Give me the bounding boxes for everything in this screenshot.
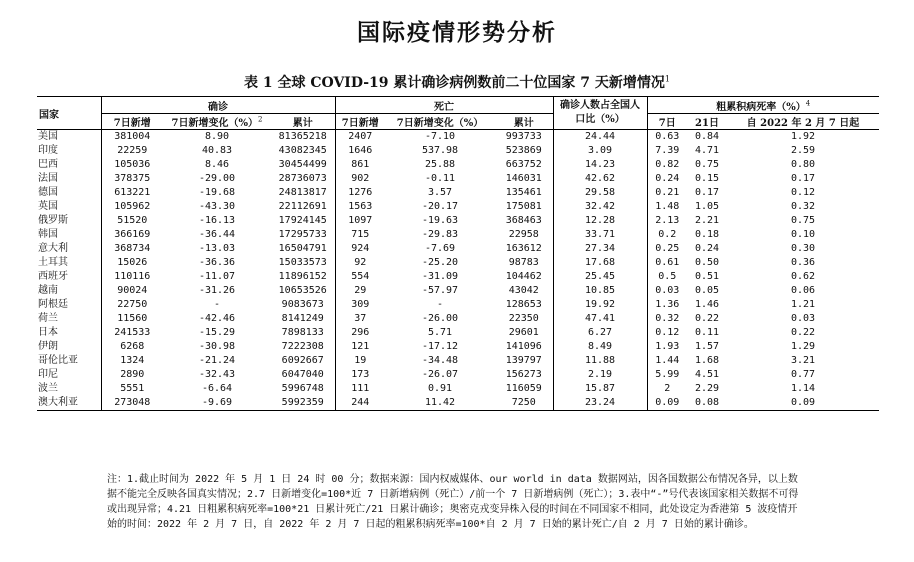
cell-deaths-new7: 1276 [335, 186, 385, 200]
cell-population-ratio: 33.71 [553, 228, 647, 242]
cell-cfr-7d: 0.09 [647, 396, 687, 411]
cell-population-ratio: 8.49 [553, 340, 647, 354]
cell-deaths-change7: -19.63 [421, 215, 459, 226]
cell-cfr-7d: 0.25 [647, 242, 687, 256]
cell-confirmed-cum: 17295733 [278, 229, 327, 240]
cell-confirmed-change7: -43.30 [198, 201, 236, 212]
cell-confirmed-cum: 5992359 [271, 396, 335, 411]
cell-deaths-cum: 98783 [508, 257, 539, 268]
table-caption-text: 表 1 全球 COVID-19 累计确诊病例数前二十位国家 7 天新增情况 [243, 75, 665, 91]
cell-confirmed-new7: 51520 [101, 214, 163, 228]
cell-country: 印尼 [38, 369, 58, 380]
cell-confirmed-new7: 105962 [101, 200, 163, 214]
cell-confirmed-new7: 22259 [101, 144, 163, 158]
cell-confirmed-change7: -42.46 [198, 313, 236, 324]
cell-deaths-new7: 111 [335, 382, 385, 396]
cell-population-ratio: 11.88 [553, 354, 647, 368]
cell-confirmed-cum: 8141249 [281, 313, 324, 324]
cell-confirmed-change7: -19.68 [198, 187, 236, 198]
cell-confirmed-new7: 15026 [101, 256, 163, 270]
cell-deaths-change7: -17.12 [421, 341, 459, 352]
cell-confirmed-cum: 7898133 [281, 327, 324, 338]
header-country: 国家 [37, 97, 101, 130]
cell-deaths-change7: -26.07 [421, 369, 459, 380]
cell-deaths-cum: 116059 [505, 383, 542, 394]
cell-cfr-since: 0.03 [790, 313, 816, 324]
cell-cfr-since: 2.59 [790, 145, 816, 156]
cell-cfr-7d: 0.21 [647, 186, 687, 200]
cell-deaths-cum: 163612 [505, 243, 542, 254]
table-row [37, 200, 879, 214]
cell-cfr-21d: 0.22 [694, 313, 720, 324]
cell-country: 德国 [38, 187, 58, 198]
cell-deaths-new7: 37 [335, 312, 385, 326]
cell-confirmed-change7: -15.29 [198, 327, 236, 338]
cell-deaths-change7: 537.98 [421, 145, 459, 156]
cell-cfr-since: 0.77 [790, 369, 816, 380]
cell-country: 法国 [38, 173, 58, 184]
cell-population-ratio: 42.62 [553, 172, 647, 186]
cell-country: 波兰 [38, 383, 58, 394]
cell-country: 伊朗 [38, 341, 58, 352]
cell-confirmed-new7: 6268 [101, 340, 163, 354]
page-title: 国际疫情形势分析 [357, 19, 557, 46]
header-confirmed-change7-label: 7日新增变化（%） [171, 118, 258, 129]
cell-deaths-change7: - [436, 299, 444, 310]
cell-confirmed-cum: 15033573 [278, 257, 327, 268]
cell-deaths-change7: -7.69 [424, 243, 456, 254]
header-change7-note: 2 [258, 115, 263, 124]
cell-cfr-since: 0.75 [790, 215, 816, 226]
cell-cfr-7d: 0.2 [647, 228, 687, 242]
header-cfr-21d: 21日 [687, 114, 727, 130]
table-row [37, 242, 879, 256]
cell-country: 美国 [38, 131, 58, 142]
cell-cfr-since: 0.17 [790, 173, 816, 184]
cell-population-ratio: 24.44 [553, 130, 647, 145]
cell-deaths-change7: 3.57 [427, 187, 453, 198]
cell-country: 日本 [38, 327, 58, 338]
cell-population-ratio: 19.92 [553, 298, 647, 312]
cell-deaths-new7: 29 [335, 284, 385, 298]
cell-deaths-change7: -34.48 [421, 355, 459, 366]
cell-cfr-since: 1.29 [790, 341, 816, 352]
cell-country: 俄罗斯 [38, 215, 68, 226]
cell-cfr-since: 0.22 [790, 327, 816, 338]
cell-deaths-new7: 173 [335, 368, 385, 382]
cell-cfr-since: 0.62 [790, 271, 816, 282]
table-row [37, 312, 879, 326]
cell-deaths-cum: 368463 [505, 215, 542, 226]
cell-cfr-since: 0.30 [790, 243, 816, 254]
cell-confirmed-change7: -36.44 [198, 229, 236, 240]
cell-deaths-cum: 43042 [508, 285, 539, 296]
cell-confirmed-change7: -29.00 [198, 173, 236, 184]
cell-deaths-cum: 523869 [505, 145, 542, 156]
cell-country: 哥伦比亚 [38, 355, 78, 366]
cell-deaths-change7: -25.20 [421, 257, 459, 268]
cell-deaths-cum: 175081 [505, 201, 542, 212]
cell-population-ratio: 15.87 [553, 382, 647, 396]
cell-population-ratio: 25.45 [553, 270, 647, 284]
cell-deaths-cum: 156273 [505, 369, 542, 380]
cell-cfr-since: 0.36 [790, 257, 816, 268]
covid-table [37, 96, 879, 411]
cell-cfr-21d: 0.05 [694, 285, 720, 296]
cell-cfr-7d: 0.5 [647, 270, 687, 284]
cell-cfr-21d: 0.50 [694, 257, 720, 268]
cell-confirmed-change7: - [213, 299, 221, 310]
cell-confirmed-new7: 1324 [101, 354, 163, 368]
table-row [37, 298, 879, 312]
cell-deaths-change7: 0.91 [427, 383, 453, 394]
cell-confirmed-new7: 11560 [101, 312, 163, 326]
cell-confirmed-cum: 10653526 [278, 285, 327, 296]
cell-cfr-since: 0.32 [790, 201, 816, 212]
cell-deaths-new7: 244 [335, 396, 385, 411]
cell-deaths-cum: 993733 [505, 131, 542, 142]
cell-population-ratio: 32.42 [553, 200, 647, 214]
cell-deaths-change7: -57.97 [421, 285, 459, 296]
cell-population-ratio: 6.27 [553, 326, 647, 340]
cell-cfr-21d: 0.75 [694, 159, 720, 170]
cell-population-ratio: 2.19 [553, 368, 647, 382]
cell-deaths-cum: 7250 [495, 396, 553, 411]
cell-confirmed-new7: 90024 [101, 284, 163, 298]
cell-cfr-since: 1.14 [790, 383, 816, 394]
cell-deaths-change7: 25.88 [424, 159, 456, 170]
cell-country: 越南 [38, 285, 58, 296]
cell-confirmed-change7: -6.64 [201, 383, 233, 394]
cell-cfr-21d: 1.46 [694, 299, 720, 310]
header-row-group [37, 97, 879, 114]
cell-deaths-new7: 1097 [335, 214, 385, 228]
cell-cfr-7d: 1.36 [647, 298, 687, 312]
cell-deaths-change7: -29.83 [421, 229, 459, 240]
cell-confirmed-cum: 7222308 [281, 341, 324, 352]
cell-deaths-new7: 1563 [335, 200, 385, 214]
cell-deaths-cum: 139797 [505, 355, 542, 366]
cell-confirmed-new7: 366169 [101, 228, 163, 242]
table-row [37, 214, 879, 228]
cell-cfr-21d: 0.51 [694, 271, 720, 282]
cell-cfr-since: 0.80 [790, 159, 816, 170]
cell-cfr-since: 1.21 [790, 299, 816, 310]
cell-deaths-new7: 309 [335, 298, 385, 312]
cell-deaths-change7: -31.09 [421, 271, 459, 282]
table-row [37, 382, 879, 396]
table-row [37, 158, 879, 172]
table-row [37, 284, 879, 298]
header-deaths-change7: 7日新增变化（%） [385, 114, 495, 130]
cell-confirmed-change7: -13.03 [198, 243, 236, 254]
cell-deaths-new7: 2407 [335, 130, 385, 145]
header-cfr-since: 自 2022 年 2 月 7 日起 [727, 114, 879, 130]
cell-confirmed-change7: -30.98 [198, 341, 236, 352]
header-deaths-new7: 7日新增 [335, 114, 385, 130]
cell-deaths-new7: 902 [335, 172, 385, 186]
cell-cfr-7d: 0.82 [647, 158, 687, 172]
cell-country: 英国 [38, 201, 58, 212]
cell-deaths-new7: 554 [335, 270, 385, 284]
cell-cfr-21d: 0.15 [694, 173, 720, 184]
table-caption [0, 72, 914, 92]
header-cfr-note: 4 [805, 99, 811, 108]
cell-deaths-cum: 22958 [508, 229, 539, 240]
cell-population-ratio: 29.58 [553, 186, 647, 200]
cell-deaths-cum: 104462 [505, 271, 542, 282]
header-population-ratio: 确诊人数占全国人口比（%） [553, 97, 647, 130]
cell-cfr-7d: 1.93 [647, 340, 687, 354]
header-confirmed-group: 确诊 [101, 97, 335, 114]
cell-cfr-7d: 5.99 [647, 368, 687, 382]
cell-confirmed-cum: 30454499 [278, 159, 327, 170]
cell-country: 土耳其 [38, 257, 68, 268]
cell-cfr-since: 3.21 [790, 355, 816, 366]
cell-cfr-7d: 2 [647, 382, 687, 396]
cell-cfr-since: 0.10 [790, 229, 816, 240]
cell-cfr-7d: 0.24 [647, 172, 687, 186]
cell-cfr-21d: 1.05 [694, 201, 720, 212]
table-row [37, 270, 879, 284]
cell-cfr-7d: 1.48 [647, 200, 687, 214]
cell-deaths-cum: 146031 [505, 173, 542, 184]
cell-cfr-21d: 0.84 [694, 131, 720, 142]
header-confirmed-change7 [163, 114, 271, 130]
header-confirmed-cum: 累计 [271, 114, 335, 130]
cell-deaths-new7: 715 [335, 228, 385, 242]
table-row [37, 144, 879, 158]
cell-cfr-21d: 4.71 [694, 145, 720, 156]
cell-cfr-21d: 0.08 [687, 396, 727, 411]
table-row [37, 130, 879, 145]
cell-cfr-since: 0.06 [790, 285, 816, 296]
cell-confirmed-cum: 5996748 [281, 383, 324, 394]
cell-cfr-21d: 1.68 [694, 355, 720, 366]
cell-cfr-since: 1.92 [790, 131, 816, 142]
cell-cfr-7d: 0.32 [647, 312, 687, 326]
table-row [37, 368, 879, 382]
cell-cfr-21d: 0.17 [694, 187, 720, 198]
cell-confirmed-cum: 9083673 [281, 299, 324, 310]
cell-cfr-7d: 0.63 [647, 130, 687, 145]
cell-deaths-cum: 128653 [505, 299, 542, 310]
table-row [37, 186, 879, 200]
cell-population-ratio: 10.85 [553, 284, 647, 298]
cell-confirmed-cum: 6047040 [281, 369, 324, 380]
cell-confirmed-new7: 105036 [101, 158, 163, 172]
footnote: 注：1.截止时间为 2022 年 5 月 1 日 24 时 00 分；数据来源：国内权威媒体、our world in data 数据网站，因各国数据公布情况各异，以上数据不能完全反映各国真实情况；2.7 日新增变化=100*近 7 日新增病例（死亡）/前一个 7 日新增病例（死亡）；3.表中“-”号代表该国家相关数据不可得或出现异常；4.21 日粗累积病死率=100*21 日累计死亡/21 日累计确诊；奥密克戎变异株入侵的时间在不同国家不相同，此处设定为香港第 5 波疫情开始的时间：2022 年 2 月 7 日，自 2022 年 2 月 7 日起的粗累积病死率=100*自 2 月 7 日始的累计死亡/自 2 月 7 日始的累计确诊。 [107, 474, 799, 530]
cell-confirmed-change7: -9.69 [163, 396, 271, 411]
cell-deaths-change7: -26.00 [421, 313, 459, 324]
table-row [37, 326, 879, 340]
cell-deaths-change7: -7.10 [424, 131, 456, 142]
cell-deaths-change7: -20.17 [421, 201, 459, 212]
cell-deaths-cum: 22350 [508, 313, 539, 324]
cell-confirmed-change7: -32.43 [198, 369, 236, 380]
cell-country: 巴西 [38, 159, 58, 170]
cell-confirmed-change7: -11.07 [198, 271, 236, 282]
cell-confirmed-new7: 241533 [101, 326, 163, 340]
cell-confirmed-change7: -16.13 [198, 215, 236, 226]
table-body [37, 130, 879, 411]
cell-cfr-7d: 0.03 [647, 284, 687, 298]
cell-cfr-21d: 1.57 [694, 341, 720, 352]
header-deaths-group: 死亡 [335, 97, 553, 114]
cell-deaths-change7: 5.71 [427, 327, 453, 338]
cell-cfr-7d: 2.13 [647, 214, 687, 228]
cell-cfr-21d: 0.18 [694, 229, 720, 240]
caption-footnote-marker: 1 [664, 74, 670, 84]
table-row [37, 172, 879, 186]
header-cfr-label: 粗累积病死率（%） [716, 101, 806, 113]
cell-deaths-new7: 19 [335, 354, 385, 368]
cell-country: 韩国 [38, 229, 58, 240]
cell-deaths-cum: 135461 [505, 187, 542, 198]
cell-deaths-new7: 92 [335, 256, 385, 270]
cell-deaths-new7: 924 [335, 242, 385, 256]
cell-confirmed-cum: 16504791 [278, 243, 327, 254]
cell-confirmed-new7: 273048 [101, 396, 163, 411]
cell-deaths-new7: 296 [335, 326, 385, 340]
cell-cfr-7d: 7.39 [647, 144, 687, 158]
cell-deaths-new7: 1646 [335, 144, 385, 158]
table-row [37, 228, 879, 242]
cell-confirmed-cum: 22112691 [278, 201, 327, 212]
cell-cfr-7d: 0.12 [647, 326, 687, 340]
cell-deaths-cum: 663752 [505, 159, 542, 170]
cell-confirmed-new7: 22750 [101, 298, 163, 312]
cell-confirmed-cum: 11896152 [278, 271, 327, 282]
cell-confirmed-cum: 24813817 [278, 187, 327, 198]
cell-deaths-new7: 861 [335, 158, 385, 172]
cell-population-ratio: 12.28 [553, 214, 647, 228]
cell-country: 意大利 [38, 243, 68, 254]
cell-country: 阿根廷 [38, 299, 68, 310]
header-cfr-group [647, 97, 879, 114]
cell-population-ratio: 17.68 [553, 256, 647, 270]
cell-confirmed-change7: 40.83 [201, 145, 233, 156]
cell-population-ratio: 23.24 [553, 396, 647, 411]
cell-country: 澳大利亚 [37, 396, 101, 411]
cell-confirmed-change7: 8.46 [204, 159, 230, 170]
cell-cfr-7d: 1.44 [647, 354, 687, 368]
cell-confirmed-change7: 8.90 [204, 131, 230, 142]
cell-cfr-21d: 0.11 [694, 327, 720, 338]
cell-confirmed-new7: 613221 [101, 186, 163, 200]
cell-country: 荷兰 [38, 313, 58, 324]
cell-confirmed-change7: -31.26 [198, 285, 236, 296]
cell-confirmed-new7: 5551 [101, 382, 163, 396]
header-cfr-7d: 7日 [647, 114, 687, 130]
cell-cfr-since: 0.12 [790, 187, 816, 198]
header-deaths-cum: 累计 [495, 114, 553, 130]
cell-cfr-7d: 0.61 [647, 256, 687, 270]
cell-deaths-cum: 29601 [508, 327, 539, 338]
cell-country: 西班牙 [38, 271, 68, 282]
cell-cfr-21d: 0.24 [694, 243, 720, 254]
cell-confirmed-cum: 81365218 [278, 131, 327, 142]
table-row [37, 396, 879, 411]
cell-confirmed-change7: -21.24 [198, 355, 236, 366]
cell-confirmed-new7: 2890 [101, 368, 163, 382]
cell-confirmed-new7: 110116 [101, 270, 163, 284]
cell-confirmed-new7: 381004 [101, 130, 163, 145]
cell-cfr-21d: 2.29 [694, 383, 720, 394]
cell-deaths-cum: 141096 [505, 341, 542, 352]
cell-deaths-change7: -0.11 [424, 173, 456, 184]
cell-population-ratio: 27.34 [553, 242, 647, 256]
cell-confirmed-new7: 368734 [101, 242, 163, 256]
cell-confirmed-new7: 378375 [101, 172, 163, 186]
cell-confirmed-cum: 43082345 [278, 145, 327, 156]
cell-cfr-21d: 4.51 [694, 369, 720, 380]
header-confirmed-new7: 7日新增 [101, 114, 163, 130]
cell-confirmed-cum: 6092667 [281, 355, 324, 366]
cell-country: 印度 [38, 145, 58, 156]
table-row [37, 340, 879, 354]
table-row [37, 256, 879, 270]
cell-confirmed-change7: -36.36 [198, 257, 236, 268]
cell-population-ratio: 3.09 [553, 144, 647, 158]
cell-cfr-since: 0.09 [727, 396, 879, 411]
cell-population-ratio: 47.41 [553, 312, 647, 326]
table-row [37, 354, 879, 368]
cell-population-ratio: 14.23 [553, 158, 647, 172]
cell-cfr-21d: 2.21 [694, 215, 720, 226]
cell-deaths-change7: 11.42 [385, 396, 495, 411]
cell-confirmed-cum: 28736073 [278, 173, 327, 184]
cell-deaths-new7: 121 [335, 340, 385, 354]
cell-confirmed-cum: 17924145 [278, 215, 327, 226]
header-row-sub [37, 114, 879, 130]
